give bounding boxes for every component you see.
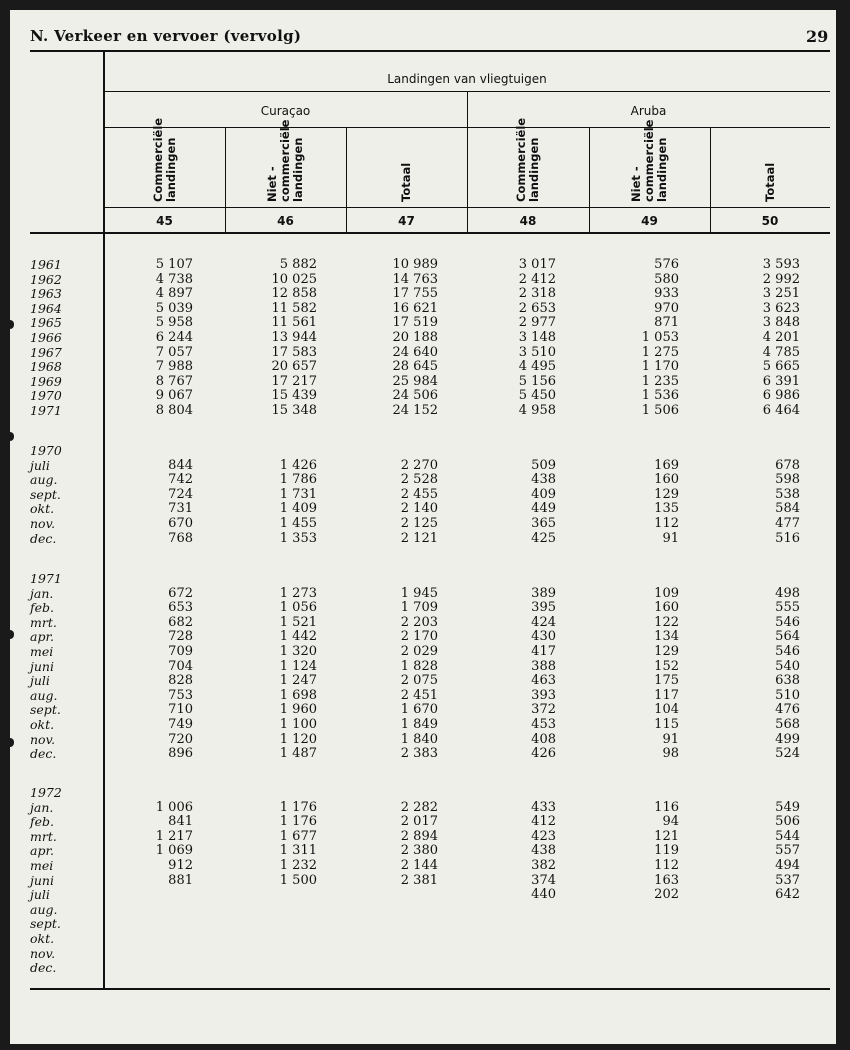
table-cell: 423	[531, 828, 556, 844]
table-cell: 768	[168, 530, 193, 546]
table-cell: 3 148	[518, 330, 556, 345]
table-cell: 2 121	[400, 530, 438, 546]
table-cell: 4 738	[155, 271, 193, 287]
table-cell: 1 100	[279, 717, 317, 732]
table-cell: 463	[531, 673, 556, 689]
table-cell: 12 858	[271, 286, 317, 302]
column-label: Totaal	[762, 162, 777, 202]
table-cell: 546	[775, 644, 800, 659]
table-cell: 2 270	[400, 457, 438, 473]
table-cell: 134	[654, 629, 679, 645]
year-heading: 1972	[30, 785, 62, 800]
table-cell: 449	[531, 501, 556, 517]
table-cell: 510	[775, 687, 800, 703]
row-label: okt.	[30, 931, 55, 946]
table-cell: 2 075	[400, 673, 438, 689]
table-cell: 2 451	[400, 687, 438, 703]
table-cell: 672	[168, 585, 193, 601]
table-cell: 3 593	[762, 257, 800, 272]
column-label: commerciële	[278, 119, 292, 202]
table-cell: 1 670	[400, 702, 438, 718]
row-label: aug.	[30, 687, 58, 703]
table-cell: 1 731	[279, 486, 317, 502]
table-cell: 1 500	[279, 872, 317, 888]
table-cell: 638	[775, 673, 800, 689]
table-cell: 3 017	[518, 257, 556, 272]
table-cell: 9 067	[155, 388, 193, 404]
table-cell: 5 450	[518, 388, 556, 404]
table-cell: 476	[775, 702, 800, 718]
table-cell: 17 583	[271, 344, 317, 360]
table-cell: 477	[775, 516, 800, 531]
table-cell: 8 804	[155, 403, 193, 418]
table-cell: 704	[168, 658, 193, 674]
table-cell: 16 621	[392, 300, 438, 316]
table-cell: 28 645	[392, 359, 438, 375]
row-label: dec.	[30, 960, 57, 976]
table-cell: 1 442	[279, 629, 317, 645]
table-cell: 5 665	[762, 359, 800, 375]
row-label: 1966	[30, 330, 62, 345]
table-cell: 389	[531, 585, 556, 601]
table-cell: 2 170	[400, 629, 438, 645]
column-divider	[225, 127, 226, 232]
table-cell: 13 944	[271, 330, 317, 345]
row-label: sept.	[30, 916, 61, 932]
table-cell: 438	[531, 472, 556, 488]
row-label: 1963	[30, 286, 62, 302]
table-cell: 440	[531, 887, 556, 903]
table-cell: 1 247	[279, 673, 317, 689]
table-cell: 828	[168, 673, 193, 689]
table-cell: 4 495	[518, 359, 556, 375]
table-cell: 2 894	[400, 828, 438, 844]
year-heading: 1970	[30, 443, 62, 458]
table-cell: 129	[654, 644, 679, 659]
table-cell: 382	[531, 858, 556, 873]
row-label: mrt.	[30, 828, 57, 844]
table-cell: 598	[775, 472, 800, 488]
row-label: sept.	[30, 486, 61, 502]
table-cell: 642	[775, 887, 800, 903]
table-cell: 116	[654, 799, 679, 815]
table-cell: 896	[168, 746, 193, 762]
row-label: apr.	[30, 843, 55, 859]
table-cell: 430	[531, 629, 556, 645]
table-cell: 121	[654, 828, 679, 844]
table-cell: 5 958	[155, 315, 193, 331]
table-cell: 2 380	[400, 843, 438, 859]
table-cell: 15 348	[271, 403, 317, 418]
table-cell: 112	[654, 858, 679, 873]
row-label: dec.	[30, 530, 57, 546]
binder-hole	[0, 738, 14, 747]
table-cell: 119	[654, 843, 679, 859]
table-cell: 1 176	[279, 799, 317, 815]
table-cell: 129	[654, 486, 679, 502]
table-cell: 175	[654, 673, 679, 689]
table-cell: 4 897	[155, 286, 193, 302]
table-cell: 6 244	[155, 330, 193, 345]
table-cell: 524	[775, 746, 800, 762]
table-cell: 409	[531, 486, 556, 502]
column-label: Totaal	[399, 162, 413, 202]
table-cell: 1 232	[279, 858, 317, 873]
column-divider	[710, 127, 711, 232]
row-label: mei	[30, 858, 54, 873]
row-label: nov.	[30, 516, 56, 531]
table-cell: 2 140	[400, 501, 438, 517]
year-heading: 1971	[30, 571, 62, 586]
table-cell: 1 275	[641, 344, 679, 360]
table-cell: 753	[168, 687, 193, 703]
table-cell: 408	[531, 731, 556, 747]
table-cell: 424	[531, 614, 556, 630]
table-cell: 417	[531, 644, 556, 659]
row-label: okt.	[30, 717, 55, 732]
row-label: jan.	[30, 799, 54, 815]
table-cell: 564	[775, 629, 800, 645]
table-cell: 10 989	[392, 257, 438, 272]
table-cell: 112	[654, 516, 679, 531]
table-cell: 2 282	[400, 799, 438, 815]
table-cell: 453	[531, 717, 556, 732]
table-cell: 24 506	[392, 388, 438, 404]
table-cell: 506	[775, 814, 800, 830]
table-cell: 163	[654, 872, 679, 888]
row-label: mrt.	[30, 614, 57, 630]
table-cell: 98	[662, 746, 679, 762]
table-cell: 388	[531, 658, 556, 674]
row-label: 1968	[30, 359, 62, 375]
table-cell: 557	[775, 843, 800, 859]
table-cell: 584	[775, 501, 800, 517]
table-cell: 2 381	[400, 872, 438, 888]
table-cell: 970	[654, 300, 679, 316]
table-cell: 6 986	[762, 388, 800, 404]
table-cell: 710	[168, 702, 193, 718]
table-cell: 653	[168, 600, 193, 616]
table-cell: 2 412	[518, 271, 556, 287]
table-cell: 14 763	[392, 271, 438, 287]
bottom-rule	[30, 988, 830, 990]
table-cell: 720	[168, 731, 193, 747]
table-cell: 1 170	[641, 359, 679, 375]
table-cell: 17 519	[392, 315, 438, 331]
table-cell: 10 025	[271, 271, 317, 287]
column-number: 45	[156, 214, 173, 228]
column-number: 47	[398, 214, 415, 228]
table-cell: 393	[531, 687, 556, 703]
table-cell: 844	[168, 457, 193, 473]
table-cell: 1 273	[279, 585, 317, 601]
table-title: Landingen van vliegtuigen	[387, 72, 547, 86]
table-cell: 1 487	[279, 746, 317, 762]
table-cell: 576	[654, 257, 679, 272]
table-cell: 6 391	[762, 373, 800, 389]
table-cell: 4 785	[762, 344, 800, 360]
table-cell: 749	[168, 717, 193, 732]
table-cell: 912	[168, 858, 193, 873]
table-cell: 5 107	[155, 257, 193, 272]
table-cell: 580	[654, 271, 679, 287]
group-curacao: Curaçao	[260, 104, 311, 118]
table-cell: 1 069	[155, 843, 193, 859]
table-cell: 17 217	[271, 373, 317, 389]
row-label: apr.	[30, 629, 55, 645]
table-cell: 24 640	[392, 344, 438, 360]
table-cell: 2 144	[400, 858, 438, 873]
table-cell: 1 353	[279, 530, 317, 546]
table-cell: 1 455	[279, 516, 317, 531]
table-cell: 742	[168, 472, 193, 488]
table-cell: 1 311	[279, 843, 317, 859]
table-cell: 104	[654, 702, 679, 718]
row-label: dec.	[30, 746, 57, 762]
table-cell: 1 698	[279, 687, 317, 703]
table-cell: 546	[775, 614, 800, 630]
row-label: sept.	[30, 702, 61, 718]
table-cell: 3 251	[762, 286, 800, 302]
section-title: N. Verkeer en vervoer (vervolg)	[30, 27, 302, 45]
column-label: landingen	[527, 137, 541, 202]
table-cell: 3 623	[762, 300, 800, 316]
table-cell: 372	[531, 702, 556, 718]
table-cell: 11 582	[271, 300, 317, 316]
column-number: 48	[519, 214, 537, 228]
row-label: 1962	[30, 271, 62, 287]
row-label: nov.	[30, 945, 56, 961]
table-cell: 202	[654, 887, 679, 903]
column-label: Niet -	[265, 166, 279, 202]
table-cell: 682	[168, 614, 193, 630]
table-cell: 1 849	[400, 717, 438, 732]
table-cell: 499	[775, 731, 800, 747]
table-cell: 135	[654, 501, 679, 517]
table-cell: 516	[775, 530, 800, 546]
column-divider	[589, 127, 590, 232]
table-cell: 433	[531, 799, 556, 815]
table-cell: 1 320	[279, 644, 317, 659]
table-cell: 3 848	[762, 315, 800, 331]
table-cell: 2 977	[518, 315, 556, 331]
table-cell: 1 124	[279, 658, 317, 674]
row-label: feb.	[30, 814, 54, 830]
stub-divider	[103, 52, 105, 989]
table-cell: 25 984	[392, 373, 438, 389]
table-cell: 11 561	[271, 315, 317, 331]
binder-hole	[0, 320, 14, 329]
table-cell: 537	[775, 872, 800, 888]
table-cell: 15 439	[271, 388, 317, 404]
table-cell: 933	[654, 286, 679, 302]
binder-hole	[0, 432, 14, 441]
table-cell: 1 056	[279, 600, 317, 616]
table-cell: 1 677	[279, 828, 317, 844]
column-label: Commerciële	[150, 117, 165, 202]
table-cell: 4 201	[762, 330, 800, 345]
top-rule	[30, 50, 830, 52]
table-cell: 2 017	[400, 814, 438, 830]
column-label: Niet -	[629, 166, 643, 202]
table-cell: 7 057	[155, 344, 193, 360]
table-cell: 498	[775, 585, 800, 601]
table-cell: 374	[531, 872, 556, 888]
binder-hole	[0, 630, 14, 639]
row-label: 1970	[30, 388, 62, 404]
table-cell: 17 755	[392, 286, 438, 302]
page-number: 29	[806, 27, 829, 46]
table-cell: 8 767	[155, 373, 193, 389]
table-cell: 871	[654, 315, 679, 331]
table-cell: 1 840	[400, 731, 438, 747]
row-label: 1971	[30, 403, 62, 418]
table-cell: 425	[531, 530, 556, 546]
table-cell: 724	[168, 486, 193, 502]
table-cell: 1 506	[641, 403, 679, 418]
table-cell: 544	[775, 828, 800, 844]
table-cell: 4 958	[518, 403, 556, 418]
column-label: landingen	[655, 137, 669, 202]
table-cell: 160	[654, 600, 679, 616]
table-cell: 731	[168, 501, 193, 517]
row-label: juni	[30, 872, 54, 888]
table-cell: 152	[654, 658, 679, 674]
row-label: juni	[30, 658, 54, 674]
table-cell: 509	[531, 457, 556, 473]
column-number: 46	[277, 214, 294, 228]
table-cell: 438	[531, 843, 556, 859]
table-cell: 549	[775, 799, 800, 815]
row-label: 1961	[30, 257, 62, 272]
table-cell: 3 510	[518, 344, 556, 360]
table-cell: 1 006	[155, 799, 193, 815]
column-number: 49	[641, 214, 658, 228]
table-cell: 2 383	[400, 746, 438, 762]
table-cell: 881	[168, 872, 193, 888]
table-cell: 5 156	[518, 373, 556, 389]
table-cell: 2 318	[518, 286, 556, 302]
header-bottom-rule	[30, 232, 830, 234]
row-label: jan.	[30, 585, 54, 601]
table-cell: 91	[662, 731, 679, 747]
row-label: juli	[30, 457, 50, 473]
table-cell: 1 828	[400, 658, 438, 674]
column-label: Commerciële	[514, 117, 528, 202]
table-cell: 91	[662, 530, 679, 546]
table-cell: 109	[654, 585, 679, 601]
table-cell: 6 464	[762, 403, 800, 418]
table-cell: 670	[168, 516, 193, 531]
table-cell: 1 217	[155, 828, 193, 844]
table-cell: 365	[531, 516, 556, 531]
table-cell: 568	[775, 717, 800, 732]
table-cell: 538	[775, 486, 800, 502]
table-cell: 24 152	[392, 403, 438, 418]
table-cell: 1 709	[400, 600, 438, 616]
table-cell: 122	[654, 614, 679, 630]
table-cell: 2 528	[400, 472, 438, 488]
table-cell: 5 882	[279, 257, 317, 272]
table-cell: 20 188	[392, 330, 438, 345]
table-cell: 841	[168, 814, 193, 830]
table-cell: 169	[654, 457, 679, 473]
table-cell: 426	[531, 746, 556, 762]
table-cell: 540	[775, 658, 800, 674]
table-cell: 1 409	[279, 501, 317, 517]
column-label: commerciële	[642, 119, 656, 202]
table-cell: 412	[531, 814, 556, 830]
table-cell: 20 657	[271, 359, 317, 375]
table-cell: 2 653	[518, 300, 556, 316]
row-label: aug.	[30, 901, 58, 917]
table-cell: 115	[654, 717, 679, 732]
table-cell: 494	[775, 858, 800, 873]
row-label: mei	[30, 644, 54, 659]
table-cell: 1 521	[279, 614, 317, 630]
table-cell: 1 536	[641, 388, 679, 404]
column-divider	[346, 127, 347, 232]
row-label: 1967	[30, 344, 62, 360]
table-cell: 1 426	[279, 457, 317, 473]
table-cell: 1 945	[400, 585, 438, 601]
table-cell: 709	[168, 644, 193, 659]
table-cell: 728	[168, 629, 193, 645]
row-label: feb.	[30, 600, 54, 616]
column-label: landingen	[291, 137, 305, 202]
row-label: 1969	[30, 373, 62, 389]
table-cell: 1 960	[279, 702, 317, 718]
group-aruba: Aruba	[630, 104, 667, 118]
row-label: aug.	[30, 472, 58, 488]
table-cell: 94	[662, 814, 679, 830]
table-cell: 1 120	[279, 731, 317, 747]
table-cell: 117	[654, 687, 679, 703]
table-cell: 1 786	[279, 472, 317, 488]
row-label: 1964	[30, 300, 62, 316]
row-label: 1965	[30, 315, 62, 331]
table-cell: 2 455	[400, 486, 438, 502]
table-cell: 2 203	[400, 614, 438, 630]
table-cell: 1 053	[641, 330, 679, 345]
table-cell: 2 125	[400, 516, 438, 531]
table-cell: 1 235	[641, 373, 679, 389]
row-label: nov.	[30, 731, 56, 747]
table-cell: 5 039	[155, 300, 193, 316]
table-cell: 2 029	[400, 644, 438, 659]
row-label: juli	[30, 673, 50, 689]
row-label: okt.	[30, 501, 55, 517]
table-cell: 678	[775, 457, 800, 473]
table-cell: 395	[531, 600, 556, 616]
column-label: landingen	[163, 137, 178, 202]
row-label: juli	[30, 887, 50, 903]
column-number: 50	[761, 214, 779, 228]
table-cell: 2 992	[762, 271, 800, 287]
table-cell: 1 176	[279, 814, 317, 830]
table-cell: 555	[775, 600, 800, 616]
table-cell: 7 988	[155, 359, 193, 375]
table-cell: 160	[654, 472, 679, 488]
